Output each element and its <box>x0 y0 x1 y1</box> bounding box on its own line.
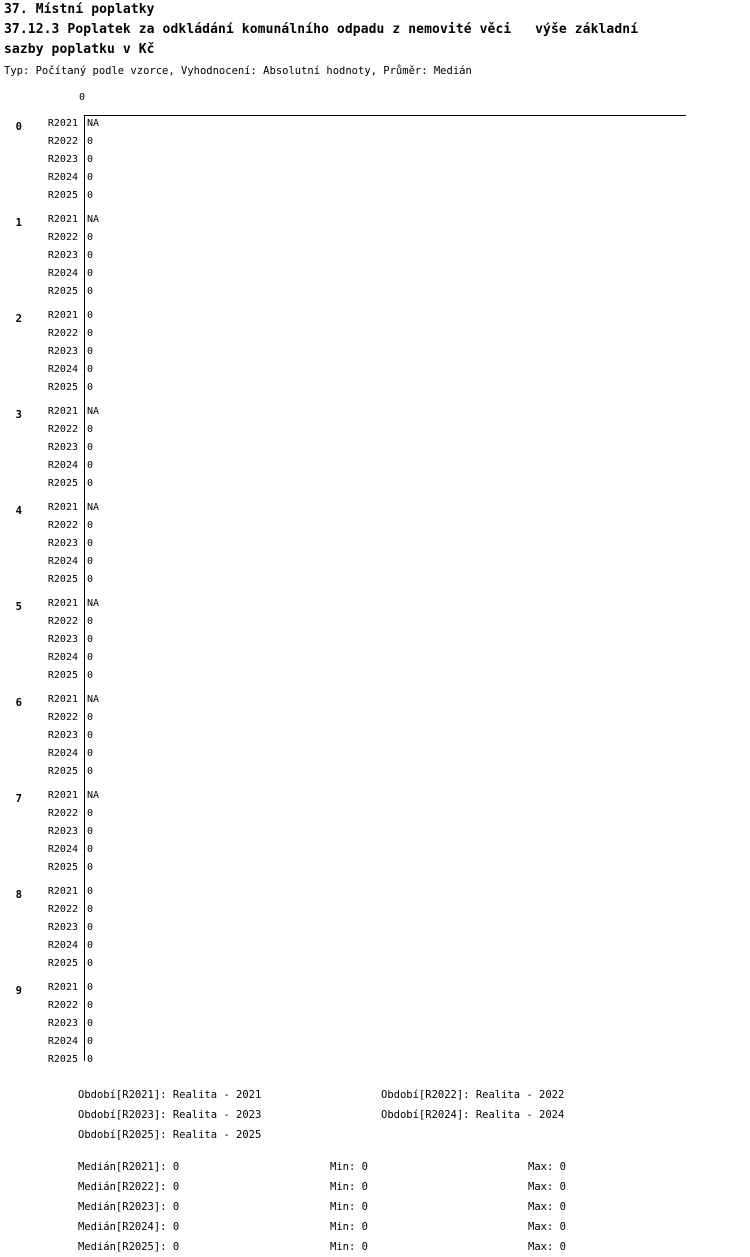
row-period-label: R2024 <box>47 940 78 951</box>
group-rows <box>0 115 750 205</box>
row-period-label: R2025 <box>47 766 78 777</box>
stat-max-value: Max: 0 <box>528 1221 566 1233</box>
chart-group <box>0 595 750 691</box>
row-value-label: 0 <box>87 730 94 741</box>
row-value-label: 0 <box>87 382 94 393</box>
row-period-label: R2025 <box>47 574 78 585</box>
chart-row <box>0 745 750 763</box>
chart-row <box>0 709 750 727</box>
chart-row <box>0 631 750 649</box>
row-value-label: NA <box>87 502 100 513</box>
row-period-label: R2023 <box>47 442 78 453</box>
row-period-label: R2021 <box>47 598 78 609</box>
chart-area <box>0 92 750 1072</box>
row-period-label: R2021 <box>47 214 78 225</box>
stat-min-value: Min: 0 <box>330 1201 368 1213</box>
chart-row <box>0 595 750 613</box>
row-value-label: 0 <box>87 958 94 969</box>
legend-entry: Období[R2025]: Realita - 2025 <box>78 1129 262 1141</box>
stat-median-value: Medián[R2021]: 0 <box>78 1161 180 1173</box>
chart-groups <box>0 115 750 1075</box>
row-value-label: 0 <box>87 862 94 873</box>
row-period-label: R2023 <box>47 1018 78 1029</box>
row-value-label: 0 <box>87 1000 94 1011</box>
chart-row <box>0 649 750 667</box>
row-value-label: 0 <box>87 886 94 897</box>
row-value-label: 0 <box>87 172 94 183</box>
chart-row <box>0 307 750 325</box>
chart-row <box>0 169 750 187</box>
row-period-label: R2023 <box>47 634 78 645</box>
chart-row <box>0 763 750 781</box>
row-value-label: 0 <box>87 250 94 261</box>
row-period-label: R2022 <box>47 136 78 147</box>
chart-row <box>0 115 750 133</box>
chart-row <box>0 229 750 247</box>
row-period-label: R2023 <box>47 346 78 357</box>
stat-min-value: Min: 0 <box>330 1161 368 1173</box>
chart-group <box>0 499 750 595</box>
row-period-label: R2021 <box>47 118 78 129</box>
group-rows <box>0 979 750 1069</box>
row-value-label: 0 <box>87 442 94 453</box>
row-value-label: 0 <box>87 1054 94 1065</box>
group-rows <box>0 691 750 781</box>
row-value-label: 0 <box>87 634 94 645</box>
group-rows <box>0 883 750 973</box>
row-period-label: R2022 <box>47 1000 78 1011</box>
chart-row <box>0 457 750 475</box>
row-period-label: R2021 <box>47 694 78 705</box>
row-value-label: 0 <box>87 286 94 297</box>
group-index-label: 1 <box>15 217 22 229</box>
stat-row <box>0 1237 750 1257</box>
row-value-label: 0 <box>87 232 94 243</box>
chart-group <box>0 403 750 499</box>
row-value-label: 0 <box>87 328 94 339</box>
row-value-label: NA <box>87 598 100 609</box>
chart-row <box>0 379 750 397</box>
row-value-label: 0 <box>87 346 94 357</box>
row-period-label: R2021 <box>47 790 78 801</box>
group-index-label: 9 <box>15 985 22 997</box>
legend-row <box>0 1085 750 1105</box>
row-period-label: R2025 <box>47 478 78 489</box>
row-period-label: R2022 <box>47 712 78 723</box>
chart-row <box>0 421 750 439</box>
row-period-label: R2021 <box>47 886 78 897</box>
legend-row <box>0 1105 750 1125</box>
chart-group <box>0 979 750 1075</box>
chart-row <box>0 841 750 859</box>
group-index-label: 7 <box>15 793 22 805</box>
row-value-label: 0 <box>87 826 94 837</box>
chart-row <box>0 805 750 823</box>
stat-max-value: Max: 0 <box>528 1161 566 1173</box>
row-value-label: 0 <box>87 478 94 489</box>
chart-row <box>0 955 750 973</box>
row-period-label: R2025 <box>47 862 78 873</box>
legend-entry: Období[R2023]: Realita - 2023 <box>78 1109 262 1121</box>
row-period-label: R2021 <box>47 982 78 993</box>
row-period-label: R2025 <box>47 382 78 393</box>
row-value-label: 0 <box>87 670 94 681</box>
chart-row <box>0 901 750 919</box>
row-value-label: 0 <box>87 538 94 549</box>
row-value-label: NA <box>87 406 100 417</box>
row-period-label: R2025 <box>47 286 78 297</box>
chart-row <box>0 571 750 589</box>
chart-row <box>0 727 750 745</box>
row-period-label: R2025 <box>47 1054 78 1065</box>
chart-row <box>0 187 750 205</box>
chart-row <box>0 997 750 1015</box>
chart-row <box>0 979 750 997</box>
stat-median-value: Medián[R2024]: 0 <box>78 1221 180 1233</box>
chart-group <box>0 691 750 787</box>
row-period-label: R2025 <box>47 190 78 201</box>
row-value-label: NA <box>87 118 100 129</box>
chart-row <box>0 535 750 553</box>
row-period-label: R2023 <box>47 730 78 741</box>
chart-row <box>0 283 750 301</box>
axis-tick-zero: 0 <box>79 92 86 103</box>
row-value-label: 0 <box>87 268 94 279</box>
row-period-label: R2022 <box>47 232 78 243</box>
row-period-label: R2024 <box>47 460 78 471</box>
group-rows <box>0 403 750 493</box>
row-period-label: R2024 <box>47 652 78 663</box>
row-period-label: R2024 <box>47 748 78 759</box>
chart-group <box>0 211 750 307</box>
row-value-label: 0 <box>87 982 94 993</box>
row-period-label: R2022 <box>47 616 78 627</box>
row-value-label: 0 <box>87 1018 94 1029</box>
row-value-label: 0 <box>87 520 94 531</box>
chart-row <box>0 247 750 265</box>
chart-row <box>0 667 750 685</box>
stat-max-value: Max: 0 <box>528 1241 566 1253</box>
stat-max-value: Max: 0 <box>528 1181 566 1193</box>
group-index-label: 6 <box>15 697 22 709</box>
stat-row <box>0 1217 750 1237</box>
chart-row <box>0 475 750 493</box>
chart-row <box>0 613 750 631</box>
legend-entry: Období[R2021]: Realita - 2021 <box>78 1089 262 1101</box>
chart-row <box>0 499 750 517</box>
group-index-label: 0 <box>15 121 22 133</box>
row-period-label: R2024 <box>47 1036 78 1047</box>
chart-row <box>0 691 750 709</box>
group-index-label: 8 <box>15 889 22 901</box>
group-rows <box>0 787 750 877</box>
row-period-label: R2025 <box>47 670 78 681</box>
row-value-label: NA <box>87 790 100 801</box>
chart-row <box>0 883 750 901</box>
row-value-label: 0 <box>87 808 94 819</box>
chart-group <box>0 883 750 979</box>
row-period-label: R2022 <box>47 424 78 435</box>
group-index-label: 3 <box>15 409 22 421</box>
row-period-label: R2022 <box>47 904 78 915</box>
page-title-line-2: sazby poplatku v Kč <box>4 42 155 57</box>
chart-row <box>0 439 750 457</box>
row-period-label: R2023 <box>47 250 78 261</box>
legend-entry: Období[R2022]: Realita - 2022 <box>381 1089 565 1101</box>
chart-row <box>0 517 750 535</box>
row-value-label: 0 <box>87 940 94 951</box>
row-value-label: 0 <box>87 424 94 435</box>
chart-row <box>0 343 750 361</box>
row-period-label: R2023 <box>47 922 78 933</box>
stat-min-value: Min: 0 <box>330 1241 368 1253</box>
row-period-label: R2024 <box>47 268 78 279</box>
section-title: 37. Místní poplatky <box>4 2 155 17</box>
stat-max-value: Max: 0 <box>528 1201 566 1213</box>
group-rows <box>0 595 750 685</box>
chart-row <box>0 1015 750 1033</box>
row-period-label: R2022 <box>47 808 78 819</box>
chart-row <box>0 133 750 151</box>
chart-legend <box>0 1085 750 1145</box>
row-period-label: R2023 <box>47 154 78 165</box>
legend-entry: Období[R2024]: Realita - 2024 <box>381 1109 565 1121</box>
row-period-label: R2021 <box>47 310 78 321</box>
chart-subtitle: Typ: Počítaný podle vzorce, Vyhodnocení: Absolutní hodnoty, Průměr: Medián <box>4 65 472 77</box>
row-period-label: R2023 <box>47 826 78 837</box>
chart-row <box>0 211 750 229</box>
stat-median-value: Medián[R2022]: 0 <box>78 1181 180 1193</box>
stat-min-value: Min: 0 <box>330 1221 368 1233</box>
stat-row <box>0 1197 750 1217</box>
row-period-label: R2021 <box>47 406 78 417</box>
chart-row <box>0 823 750 841</box>
group-rows <box>0 211 750 301</box>
group-index-label: 2 <box>15 313 22 325</box>
stat-median-value: Medián[R2023]: 0 <box>78 1201 180 1213</box>
row-value-label: 0 <box>87 922 94 933</box>
page-title-line-1: 37.12.3 Poplatek za odkládání komunálního odpadu z nemovité věci výše základní <box>4 22 639 37</box>
chart-row <box>0 1051 750 1069</box>
row-value-label: 0 <box>87 748 94 759</box>
row-period-label: R2024 <box>47 556 78 567</box>
row-value-label: NA <box>87 214 100 225</box>
chart-row <box>0 361 750 379</box>
chart-row <box>0 151 750 169</box>
group-rows <box>0 307 750 397</box>
chart-group <box>0 787 750 883</box>
row-value-label: 0 <box>87 190 94 201</box>
stat-median-value: Medián[R2025]: 0 <box>78 1241 180 1253</box>
chart-stats <box>0 1157 750 1257</box>
row-value-label: 0 <box>87 556 94 567</box>
group-index-label: 4 <box>15 505 22 517</box>
row-value-label: NA <box>87 694 100 705</box>
row-value-label: 0 <box>87 766 94 777</box>
group-rows <box>0 499 750 589</box>
chart-row <box>0 325 750 343</box>
chart-group <box>0 115 750 211</box>
row-value-label: 0 <box>87 154 94 165</box>
row-value-label: 0 <box>87 652 94 663</box>
chart-row <box>0 859 750 877</box>
row-value-label: 0 <box>87 616 94 627</box>
legend-row <box>0 1125 750 1145</box>
row-period-label: R2024 <box>47 172 78 183</box>
chart-row <box>0 553 750 571</box>
chart-row <box>0 1033 750 1051</box>
row-value-label: 0 <box>87 844 94 855</box>
row-period-label: R2023 <box>47 538 78 549</box>
row-value-label: 0 <box>87 712 94 723</box>
row-period-label: R2022 <box>47 328 78 339</box>
row-value-label: 0 <box>87 310 94 321</box>
row-period-label: R2024 <box>47 364 78 375</box>
row-period-label: R2025 <box>47 958 78 969</box>
row-value-label: 0 <box>87 904 94 915</box>
chart-row <box>0 787 750 805</box>
row-value-label: 0 <box>87 1036 94 1047</box>
row-period-label: R2024 <box>47 844 78 855</box>
row-value-label: 0 <box>87 574 94 585</box>
row-period-label: R2022 <box>47 520 78 531</box>
chart-row <box>0 919 750 937</box>
row-value-label: 0 <box>87 460 94 471</box>
chart-row <box>0 937 750 955</box>
chart-group <box>0 307 750 403</box>
stat-min-value: Min: 0 <box>330 1181 368 1193</box>
stat-row <box>0 1157 750 1177</box>
row-period-label: R2021 <box>47 502 78 513</box>
header-block <box>4 0 746 60</box>
group-index-label: 5 <box>15 601 22 613</box>
chart-row <box>0 403 750 421</box>
stat-row <box>0 1177 750 1197</box>
chart-row <box>0 265 750 283</box>
row-value-label: 0 <box>87 364 94 375</box>
row-value-label: 0 <box>87 136 94 147</box>
